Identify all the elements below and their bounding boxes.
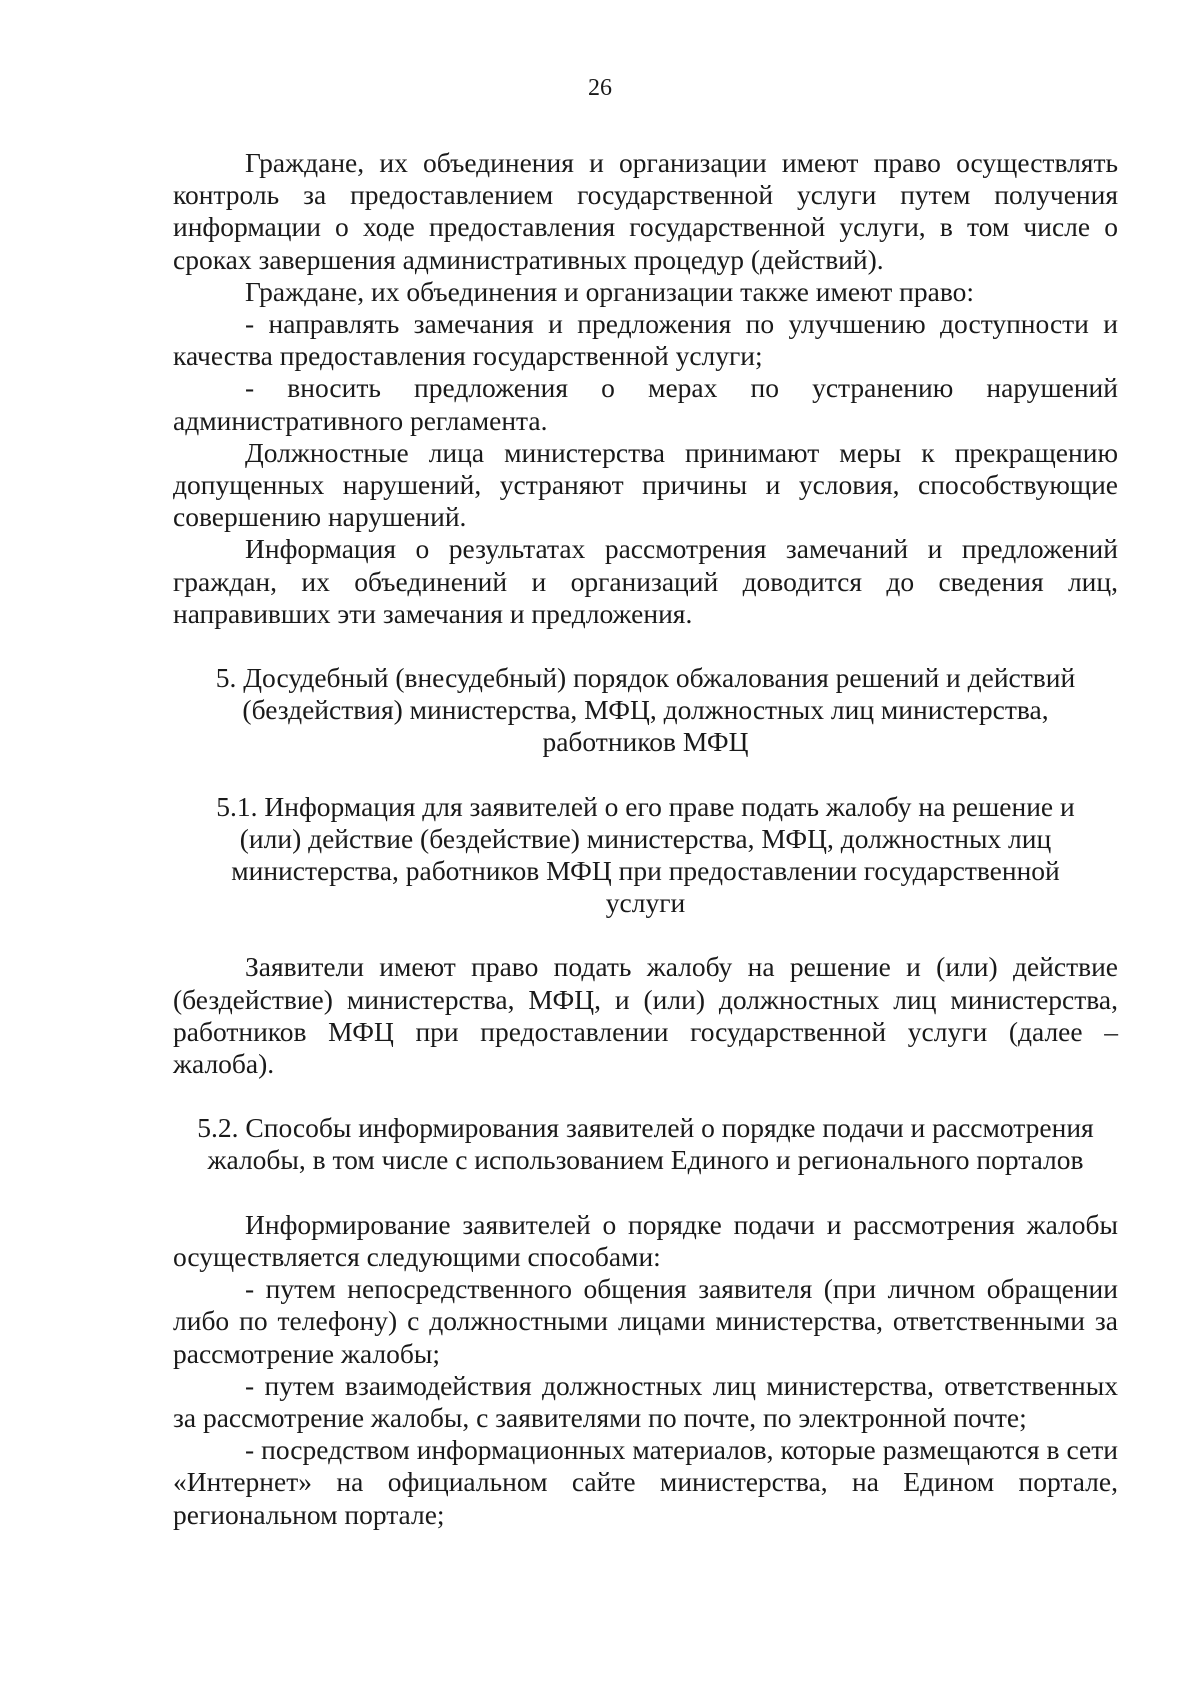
paragraph: Должностные лица министерства принимают меры к прекращению допущенных нарушений, устраняют причины и условия, способствующие совершению нарушений. bbox=[173, 436, 1118, 533]
heading-line: услуги bbox=[605, 887, 686, 919]
section-5-1-heading bbox=[173, 791, 1118, 920]
heading-line: (или) действие (бездействие) министерства, МФЦ, должностных лиц bbox=[239, 822, 1052, 854]
heading-line: министерства, работников МФЦ при предоставлении государственной bbox=[231, 855, 1060, 887]
paragraph: Заявители имеют право подать жалобу на решение и (или) действие (бездействие) министерства, МФЦ, и (или) должностных лиц министерства, работников МФЦ при предоставлении государственной услуги (далее – жалоба). bbox=[173, 951, 1118, 1080]
list-item: - посредством информационных материалов, которые размещаются в сети «Интернет» на официальном сайте министерства, на Едином портале, региональном портале; bbox=[173, 1434, 1118, 1530]
document-body bbox=[173, 147, 1118, 1531]
paragraph: Информирование заявителей о порядке подачи и рассмотрения жалобы осуществляется следующими способами: bbox=[173, 1208, 1118, 1272]
spacer bbox=[173, 630, 1118, 662]
spacer bbox=[173, 759, 1118, 791]
spacer bbox=[173, 1177, 1118, 1209]
section-5-heading bbox=[173, 662, 1118, 759]
list-item: - путем непосредственного общения заявителя (при личном обращении либо по телефону) с должностными лицами министерства, ответственными за рассмотрение жалобы; bbox=[173, 1273, 1118, 1369]
heading-line: жалобы, в том числе с использованием Единого и регионального порталов bbox=[207, 1144, 1084, 1176]
list-item: - вносить предложения о мерах по устранению нарушений административного регламента. bbox=[173, 372, 1118, 436]
page-number: 26 bbox=[588, 75, 612, 101]
heading-line: 5. Досудебный (внесудебный) порядок обжалования решений и действий bbox=[215, 662, 1076, 694]
heading-line: 5.1. Информация для заявителей о его праве подать жалобу на решение и bbox=[216, 790, 1075, 822]
list-item: - путем взаимодействия должностных лиц министерства, ответственных за рассмотрение жалобы, с заявителями по почте, по электронной почте; bbox=[173, 1369, 1118, 1433]
paragraph: Информация о результатах рассмотрения замечаний и предложений граждан, их объединений и организаций доводится до сведения лиц, направивших эти замечания и предложения. bbox=[173, 533, 1118, 629]
list-item: - направлять замечания и предложения по улучшению доступности и качества предоставления государственной услуги; bbox=[173, 308, 1118, 372]
paragraph: Граждане, их объединения и организации также имеют право: bbox=[245, 275, 975, 307]
spacer bbox=[173, 1080, 1118, 1112]
heading-line: работников МФЦ bbox=[542, 726, 749, 758]
section-5-2-heading bbox=[173, 1112, 1118, 1176]
spacer bbox=[173, 919, 1118, 951]
heading-line: 5.2. Способы информирования заявителей о порядке подачи и рассмотрения bbox=[197, 1112, 1094, 1144]
paragraph: Граждане, их объединения и организации имеют право осуществлять контроль за предоставлением государственной услуги путем получения информации о ходе предоставления государственной услуги, в том числе о сроках завершения административных процедур (действий). bbox=[173, 147, 1118, 275]
heading-line: (бездействия) министерства, МФЦ, должностных лиц министерства, bbox=[242, 694, 1049, 726]
